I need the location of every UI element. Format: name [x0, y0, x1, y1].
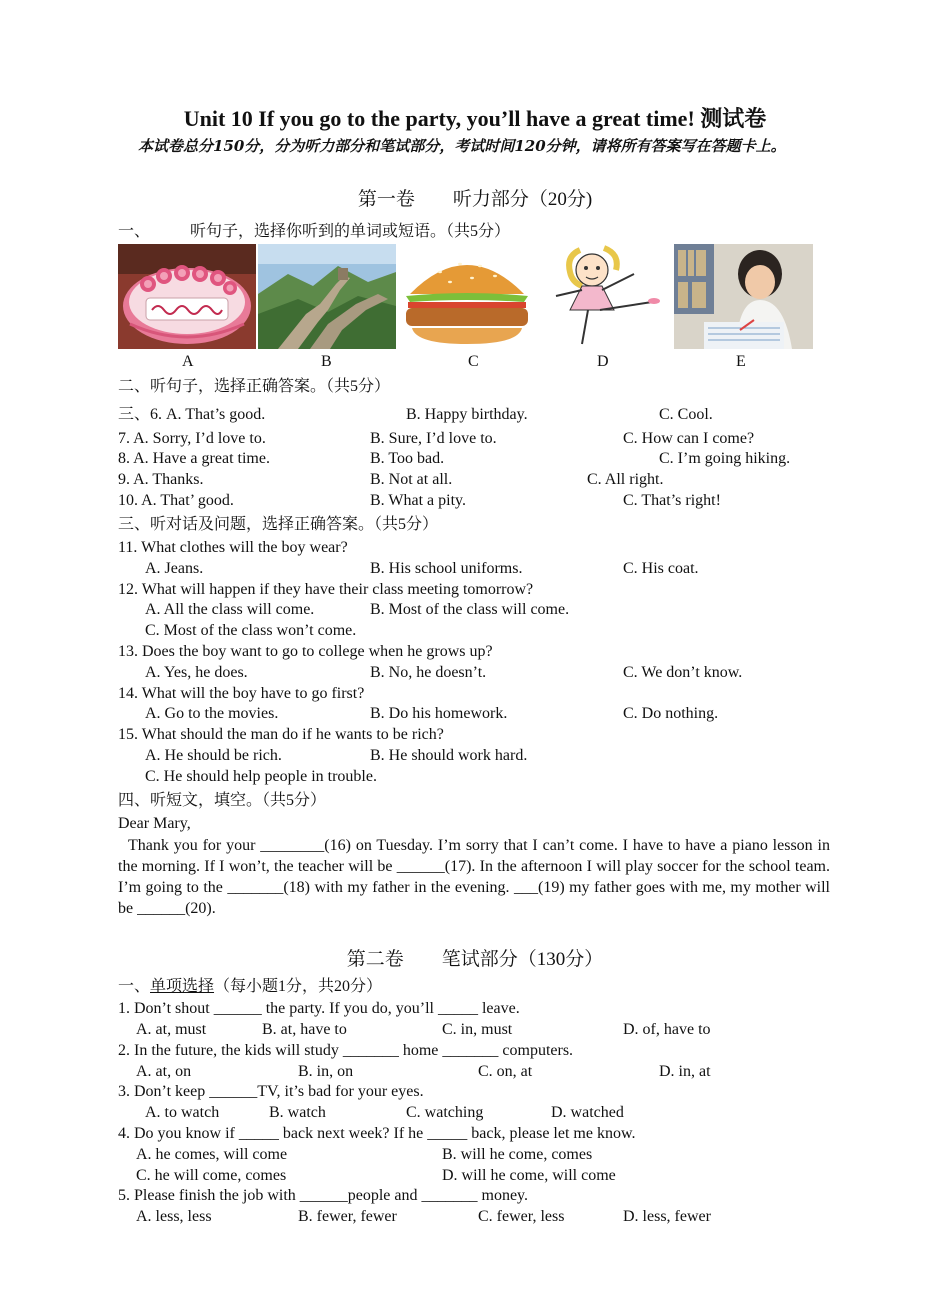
p1-s4-heading: 四、听短文，填空。（共5分）	[118, 792, 327, 809]
ballet-girl-icon	[542, 244, 670, 349]
mc-q5-option-c: C. fewer, less	[478, 1208, 565, 1225]
q7-option-c: C. How can I come?	[623, 430, 755, 447]
q12-stem: 12. What will happen if they have their class meeting tomorrow?	[118, 581, 534, 598]
great-wall-icon	[258, 244, 396, 349]
mc-q2-option-c: C. on, at	[478, 1063, 533, 1080]
letter-greeting: Dear Mary,	[118, 815, 191, 832]
mc-q4-option-d: D. will he come, will come	[442, 1167, 616, 1184]
q11-stem: 11. What clothes will the boy wear?	[118, 539, 348, 556]
mc-q4-option-b: B. will he come, comes	[442, 1146, 593, 1163]
mc-q5-option-d: D. less, fewer	[623, 1208, 711, 1225]
q9-option-c: C. All right.	[587, 471, 664, 488]
mc-q1-option-b: B. at, have to	[262, 1021, 347, 1038]
q9-option-b: B. Not at all.	[370, 471, 453, 488]
q13-option-c: C. We don’t know.	[623, 664, 743, 681]
mc-q2-option-a: A. at, on	[136, 1063, 192, 1080]
picture-label-d: D	[597, 353, 609, 370]
part1-header: 第一卷 听力部分（20分)	[357, 189, 593, 210]
q13-option-b: B. No, he doesn’t.	[370, 664, 487, 681]
q12-option-b: B. Most of the class will come.	[370, 601, 570, 618]
page-title: Unit 10 If you go to the party, you’ll have a great time! 测试卷	[183, 106, 767, 131]
q8-option-c: C. I’m going hiking.	[659, 450, 791, 467]
mc-q2-stem: 2. In the future, the kids will study _______ home _______ computers.	[118, 1042, 574, 1059]
mc-q3-option-d: D. watched	[551, 1104, 624, 1121]
q14-option-a: A. Go to the movies.	[145, 705, 279, 722]
q11-option-c: C. His coat.	[623, 560, 699, 577]
q14-option-b: B. Do his homework.	[370, 705, 508, 722]
mc-q4-option-a: A. he comes, will come	[136, 1146, 288, 1163]
q7-option-a: 7. A. Sorry, I’d love to.	[118, 430, 266, 447]
q9-option-a: 9. A. Thanks.	[118, 471, 204, 488]
p1-s1-heading-num: 一、	[118, 223, 151, 240]
q6-option-b: B. Happy birthday.	[406, 406, 528, 423]
q15-stem: 15. What should the man do if he wants to be rich?	[118, 726, 444, 743]
picture-label-e: E	[736, 353, 746, 370]
q6-option-a: 三、6. A. That’s good.	[118, 406, 266, 423]
mc-q4-stem: 4. Do you know if _____ back next week? If he _____ back, please let me know.	[118, 1125, 636, 1142]
q8-option-a: 8. A. Have a great time.	[118, 450, 270, 467]
mc-q2-option-b: B. in, on	[298, 1063, 354, 1080]
mc-q1-option-a: A. at, must	[136, 1021, 207, 1038]
q13-stem: 13. Does the boy want to go to college when he grows up?	[118, 643, 493, 660]
p2-s1-heading	[118, 977, 382, 997]
exam-instructions: 本试卷总分150分，分为听力部分和笔试部分，考试时间120分钟，请将所有答案写在答题卡上。	[138, 137, 786, 155]
q15-option-c: C. He should help people in trouble.	[145, 768, 377, 785]
p2-s1-heading-note: （每小题1分，共20分）	[214, 978, 383, 995]
q10-option-c: C. That’s right!	[623, 492, 721, 509]
letter-passage: Thank you for your ________(16) on Tuesday. I’m sorry that I can’t come. I have to have a piano lesson in the morning. If I won’t, the teacher will be ______(17). In the afternoon I will play soccer for the school team. I’m going to the _______(18) with my father in the evening. ___(19) my father goes with me, my mother will be ______(20).	[118, 837, 830, 917]
q15-option-a: A. He should be rich.	[145, 747, 282, 764]
picture-label-b: B	[321, 353, 332, 370]
girl-studying-icon	[674, 244, 813, 349]
q10-option-a: 10. A. That’ good.	[118, 492, 234, 509]
mc-q5-option-b: B. fewer, fewer	[298, 1208, 397, 1225]
q13-option-a: A. Yes, he does.	[145, 664, 248, 681]
mc-q3-stem: 3. Don’t keep ______TV, it’s bad for your eyes.	[118, 1083, 424, 1100]
mc-q3-option-b: B. watch	[269, 1104, 326, 1121]
mc-q2-option-d: D. in, at	[659, 1063, 711, 1080]
q11-option-b: B. His school uniforms.	[370, 560, 523, 577]
mc-q5-option-a: A. less, less	[136, 1208, 212, 1225]
q15-option-b: B. He should work hard.	[370, 747, 528, 764]
picture-label-c: C	[468, 353, 479, 370]
q6-option-c: C. Cool.	[659, 406, 713, 423]
mc-q5-stem: 5. Please finish the job with ______people and _______ money.	[118, 1187, 529, 1204]
p2-s1-heading-title: 单项选择	[150, 978, 215, 995]
mc-q3-option-a: A. to watch	[145, 1104, 220, 1121]
q11-option-a: A. Jeans.	[145, 560, 204, 577]
q8-option-b: B. Too bad.	[370, 450, 445, 467]
mc-q3-option-c: C. watching	[406, 1104, 484, 1121]
birthday-cake-icon	[118, 244, 256, 349]
q14-option-c: C. Do nothing.	[623, 705, 719, 722]
q10-option-b: B. What a pity.	[370, 492, 466, 509]
p1-s2-heading: 二、听句子，选择正确答案。（共5分）	[118, 378, 391, 395]
q12-option-a: A. All the class will come.	[145, 601, 315, 618]
mc-q1-stem: 1. Don’t shout ______ the party. If you do, you’ll _____ leave.	[118, 1000, 520, 1017]
p1-s3-heading: 三、听对话及问题，选择正确答案。（共5分）	[118, 516, 439, 533]
mc-q4-option-c: C. he will come, comes	[136, 1167, 287, 1184]
hamburger-icon	[400, 244, 534, 349]
mc-q1-option-d: D. of, have to	[623, 1021, 711, 1038]
mc-q1-option-c: C. in, must	[442, 1021, 513, 1038]
p1-s1-heading: 听句子，选择你听到的单词或短语。（共5分）	[190, 223, 511, 240]
q12-option-c: C. Most of the class won’t come.	[145, 622, 357, 639]
p2-s1-heading-num: 一、	[118, 978, 151, 995]
q7-option-b: B. Sure, I’d love to.	[370, 430, 497, 447]
picture-label-a: A	[182, 353, 194, 370]
part2-header: 第二卷 笔试部分（130分）	[346, 949, 604, 970]
q14-stem: 14. What will the boy have to go first?	[118, 685, 365, 702]
